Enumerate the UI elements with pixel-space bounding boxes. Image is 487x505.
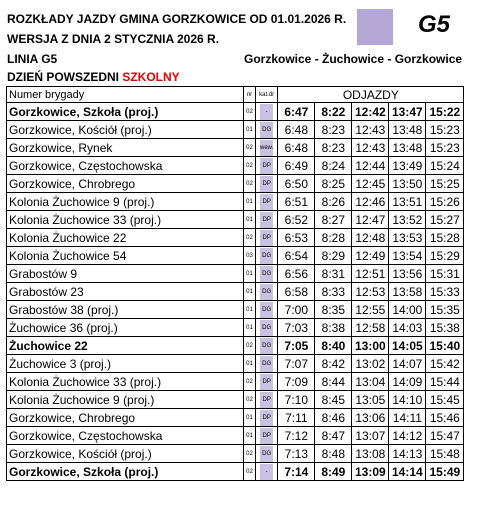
- stop-number: 02: [244, 445, 256, 463]
- departure-time: 8:44: [315, 373, 352, 391]
- departure-time: 15:40: [426, 337, 464, 355]
- departure-time: 15:25: [426, 175, 464, 193]
- line-code: G5: [418, 11, 451, 38]
- departure-time: 8:42: [315, 355, 352, 373]
- stop-number: 01: [244, 301, 256, 319]
- departure-time: 13:52: [389, 211, 426, 229]
- stop-name: Gorzkowice, Chrobrego: [7, 409, 244, 427]
- departure-time: 6:52: [278, 211, 315, 229]
- stop-number: 01: [244, 265, 256, 283]
- departure-time: 12:51: [352, 265, 389, 283]
- departure-time: 13:54: [389, 247, 426, 265]
- departure-time: 12:44: [352, 157, 389, 175]
- departure-time: 13:49: [389, 157, 426, 175]
- departure-time: 7:10: [278, 391, 315, 409]
- stop-number: 02: [244, 157, 256, 175]
- departure-time: 15:49: [426, 463, 464, 481]
- departure-time: 12:42: [352, 103, 389, 121]
- road-category: [256, 193, 278, 211]
- table-row: [7, 337, 464, 355]
- stop-number: 02: [244, 175, 256, 193]
- departure-time: 13:08: [352, 445, 389, 463]
- stop-name: Gorzkowice, Szkoła (proj.): [7, 463, 244, 481]
- stop-number: 01: [244, 193, 256, 211]
- stop-number: 02: [244, 103, 256, 121]
- road-category-badge: DP: [260, 176, 273, 192]
- stop-name: Gorzkowice, Częstochowska: [7, 157, 244, 175]
- stop-number: 03: [244, 247, 256, 265]
- departure-time: 15:38: [426, 319, 464, 337]
- table-row: [7, 355, 464, 373]
- departure-time: 7:00: [278, 301, 315, 319]
- departure-time: 8:47: [315, 427, 352, 445]
- line-label: LINIA G5: [7, 52, 58, 66]
- departure-time: 8:49: [315, 463, 352, 481]
- road-category-badge: DP: [260, 194, 273, 210]
- stop-name: Gorzkowice, Chrobrego: [7, 175, 244, 193]
- table-row: [7, 121, 464, 139]
- departure-time: 6:53: [278, 229, 315, 247]
- timetable-title: ROZKŁADY JAZDY GMINA GORZKOWICE OD 01.01.2026 R.: [7, 12, 347, 26]
- departure-time: 7:07: [278, 355, 315, 373]
- table-row: [7, 175, 464, 193]
- departure-time: 8:27: [315, 211, 352, 229]
- stop-name: Gorzkowice, Szkoła (proj.): [7, 103, 244, 121]
- departure-time: 15:42: [426, 355, 464, 373]
- departure-time: 13:00: [352, 337, 389, 355]
- departure-time: 7:13: [278, 445, 315, 463]
- departure-time: 12:43: [352, 121, 389, 139]
- stop-number: 01: [244, 427, 256, 445]
- departure-time: 12:58: [352, 319, 389, 337]
- departure-time: 14:11: [389, 409, 426, 427]
- departure-time: 13:48: [389, 121, 426, 139]
- road-category: [256, 445, 278, 463]
- stop-name: Gorzkowice, Kościół (proj.): [7, 121, 244, 139]
- departure-time: 14:03: [389, 319, 426, 337]
- stop-number: 02: [244, 139, 256, 157]
- departure-time: 13:56: [389, 265, 426, 283]
- departure-time: 15:24: [426, 157, 464, 175]
- table-row: [7, 193, 464, 211]
- departure-time: 15:33: [426, 283, 464, 301]
- table-row: [7, 463, 464, 481]
- departure-time: 15:23: [426, 121, 464, 139]
- road-category-badge: DG: [260, 122, 273, 138]
- departure-time: 15:47: [426, 427, 464, 445]
- road-category: [256, 265, 278, 283]
- road-category: [256, 247, 278, 265]
- departure-time: 8:48: [315, 445, 352, 463]
- road-category: [256, 463, 278, 481]
- road-category-badge: DP: [260, 158, 273, 174]
- road-category-badge: DP: [260, 428, 273, 444]
- departure-time: 6:49: [278, 157, 315, 175]
- departure-time: 13:09: [352, 463, 389, 481]
- road-category-header: kat.dr: [256, 87, 278, 103]
- route-name: Gorzkowice - Żuchowice - Gorzkowice: [244, 52, 463, 66]
- departure-time: 13:04: [352, 373, 389, 391]
- departure-time: 6:58: [278, 283, 315, 301]
- departure-time: 7:05: [278, 337, 315, 355]
- departure-time: 13:51: [389, 193, 426, 211]
- departure-time: 12:49: [352, 247, 389, 265]
- departure-time: 15:35: [426, 301, 464, 319]
- stop-name: Gorzkowice, Rynek: [7, 139, 244, 157]
- departures-header: ODJAZDY: [278, 87, 464, 103]
- departure-time: 14:05: [389, 337, 426, 355]
- table-row: [7, 319, 464, 337]
- departure-time: 6:54: [278, 247, 315, 265]
- departure-time: 6:56: [278, 265, 315, 283]
- departure-time: 14:00: [389, 301, 426, 319]
- road-category: [256, 391, 278, 409]
- departure-time: 8:33: [315, 283, 352, 301]
- departure-time: 7:14: [278, 463, 315, 481]
- table-row: [7, 301, 464, 319]
- stop-number: 01: [244, 283, 256, 301]
- departure-time: 14:09: [389, 373, 426, 391]
- departure-time: 12:55: [352, 301, 389, 319]
- road-category-badge: DP: [260, 212, 273, 228]
- day-type: [7, 70, 180, 84]
- departure-time: 15:27: [426, 211, 464, 229]
- table-row: [7, 103, 464, 121]
- departure-time: 8:26: [315, 193, 352, 211]
- stop-number: 01: [244, 121, 256, 139]
- departure-time: 8:23: [315, 121, 352, 139]
- departure-time: 15:48: [426, 445, 464, 463]
- table-row: [7, 373, 464, 391]
- road-category: [256, 427, 278, 445]
- stop-name: Kolonia Żuchowice 33 (proj.): [7, 373, 244, 391]
- departure-time: 13:58: [389, 283, 426, 301]
- road-category: [256, 211, 278, 229]
- stop-name: Kolonia Żuchowice 54: [7, 247, 244, 265]
- table-row: [7, 157, 464, 175]
- departure-time: 13:05: [352, 391, 389, 409]
- line-color-swatch: [357, 9, 393, 45]
- road-category: [256, 373, 278, 391]
- table-row: [7, 391, 464, 409]
- departure-time: 13:07: [352, 427, 389, 445]
- road-category: [256, 139, 278, 157]
- road-category-badge: DG: [260, 320, 273, 336]
- departure-time: 8:38: [315, 319, 352, 337]
- departure-time: 7:09: [278, 373, 315, 391]
- departure-time: 7:12: [278, 427, 315, 445]
- stop-name: Gorzkowice, Kościół (proj.): [7, 445, 244, 463]
- road-category: [256, 175, 278, 193]
- departure-time: 15:26: [426, 193, 464, 211]
- version-date: WERSJA Z DNIA 2 STYCZNIA 2026 R.: [7, 32, 220, 46]
- table-row: [7, 445, 464, 463]
- departure-time: 8:40: [315, 337, 352, 355]
- road-category: [256, 319, 278, 337]
- departure-time: 8:25: [315, 175, 352, 193]
- stop-number: 02: [244, 337, 256, 355]
- departure-time: 6:50: [278, 175, 315, 193]
- departure-time: 14:14: [389, 463, 426, 481]
- stop-name: Kolonia Żuchowice 9 (proj.): [7, 193, 244, 211]
- departure-time: 6:51: [278, 193, 315, 211]
- departure-time: 8:28: [315, 229, 352, 247]
- road-category-badge: DP: [260, 374, 273, 390]
- departure-time: 14:07: [389, 355, 426, 373]
- departure-time: 8:24: [315, 157, 352, 175]
- departure-time: 13:48: [389, 139, 426, 157]
- road-category-badge: DP: [260, 392, 273, 408]
- table-row: [7, 139, 464, 157]
- departure-time: 6:48: [278, 139, 315, 157]
- road-category: [256, 103, 278, 121]
- stop-number: 02: [244, 229, 256, 247]
- road-category-badge: DG: [260, 284, 273, 300]
- departure-time: 15:44: [426, 373, 464, 391]
- road-category-badge: DG: [260, 446, 273, 462]
- stop-name: Kolonia Żuchowice 33 (proj.): [7, 211, 244, 229]
- table-header-row: [7, 87, 464, 103]
- table-row: [7, 229, 464, 247]
- departure-time: 15:28: [426, 229, 464, 247]
- stop-name: Żuchowice 3 (proj.): [7, 355, 244, 373]
- departure-time: 14:13: [389, 445, 426, 463]
- road-category-badge: DG: [260, 302, 273, 318]
- stop-number: 01: [244, 355, 256, 373]
- departure-time: 6:47: [278, 103, 315, 121]
- departure-time: 13:53: [389, 229, 426, 247]
- stop-number: 01: [244, 319, 256, 337]
- departure-time: 8:22: [315, 103, 352, 121]
- stop-number: 02: [244, 373, 256, 391]
- departure-time: 13:06: [352, 409, 389, 427]
- departure-time: 8:46: [315, 409, 352, 427]
- road-category-badge: -: [260, 464, 273, 480]
- road-category: [256, 301, 278, 319]
- road-category: [256, 337, 278, 355]
- road-category-badge: DG: [260, 248, 273, 264]
- departure-time: 8:45: [315, 391, 352, 409]
- road-category-badge: DP: [260, 410, 273, 426]
- departure-time: 8:31: [315, 265, 352, 283]
- road-category: [256, 157, 278, 175]
- departure-time: 12:48: [352, 229, 389, 247]
- table-row: [7, 283, 464, 301]
- table-row: [7, 247, 464, 265]
- departure-time: 15:46: [426, 409, 464, 427]
- road-category: [256, 121, 278, 139]
- road-category-badge: wew.: [260, 140, 273, 156]
- departure-time: 6:48: [278, 121, 315, 139]
- road-category: [256, 283, 278, 301]
- departure-time: 7:11: [278, 409, 315, 427]
- table-row: [7, 409, 464, 427]
- road-category: [256, 229, 278, 247]
- departure-time: 8:35: [315, 301, 352, 319]
- departure-time: 12:43: [352, 139, 389, 157]
- stop-name: Kolonia Żuchowice 9 (proj.): [7, 391, 244, 409]
- stop-name: Żuchowice 36 (proj.): [7, 319, 244, 337]
- timetable: [6, 86, 464, 481]
- stop-name: Kolonia Żuchowice 22: [7, 229, 244, 247]
- table-row: [7, 427, 464, 445]
- departure-time: 15:45: [426, 391, 464, 409]
- departure-time: 8:29: [315, 247, 352, 265]
- road-category-badge: DG: [260, 338, 273, 354]
- departure-time: 12:46: [352, 193, 389, 211]
- nr-header: nr: [244, 87, 256, 103]
- table-row: [7, 265, 464, 283]
- table-row: [7, 211, 464, 229]
- departure-time: 13:50: [389, 175, 426, 193]
- road-category-badge: DP: [260, 230, 273, 246]
- departure-time: 14:10: [389, 391, 426, 409]
- stop-number: 02: [244, 463, 256, 481]
- departure-time: 15:31: [426, 265, 464, 283]
- brigade-header: Numer brygady: [7, 87, 244, 103]
- road-category: [256, 409, 278, 427]
- departure-time: 13:02: [352, 355, 389, 373]
- day-type-accent: SZKOLNY: [122, 70, 180, 84]
- stop-number: 01: [244, 211, 256, 229]
- day-type-prefix: DZIEŃ POWSZEDNI: [7, 70, 123, 84]
- departure-time: 8:23: [315, 139, 352, 157]
- stop-name: Żuchowice 22: [7, 337, 244, 355]
- road-category-badge: DG: [260, 356, 273, 372]
- departure-time: 15:22: [426, 103, 464, 121]
- road-category: [256, 355, 278, 373]
- stop-number: 02: [244, 391, 256, 409]
- departure-time: 12:53: [352, 283, 389, 301]
- stop-number: 01: [244, 409, 256, 427]
- road-category-badge: -: [260, 104, 273, 120]
- departure-time: 12:47: [352, 211, 389, 229]
- departure-time: 7:03: [278, 319, 315, 337]
- stop-name: Grabostów 23: [7, 283, 244, 301]
- stop-name: Grabostów 9: [7, 265, 244, 283]
- road-category-badge: DG: [260, 266, 273, 282]
- departure-time: 13:47: [389, 103, 426, 121]
- departure-time: 12:45: [352, 175, 389, 193]
- stop-name: Grabostów 38 (proj.): [7, 301, 244, 319]
- departure-time: 14:12: [389, 427, 426, 445]
- departure-time: 15:23: [426, 139, 464, 157]
- departure-time: 15:29: [426, 247, 464, 265]
- stop-name: Gorzkowice, Częstochowska: [7, 427, 244, 445]
